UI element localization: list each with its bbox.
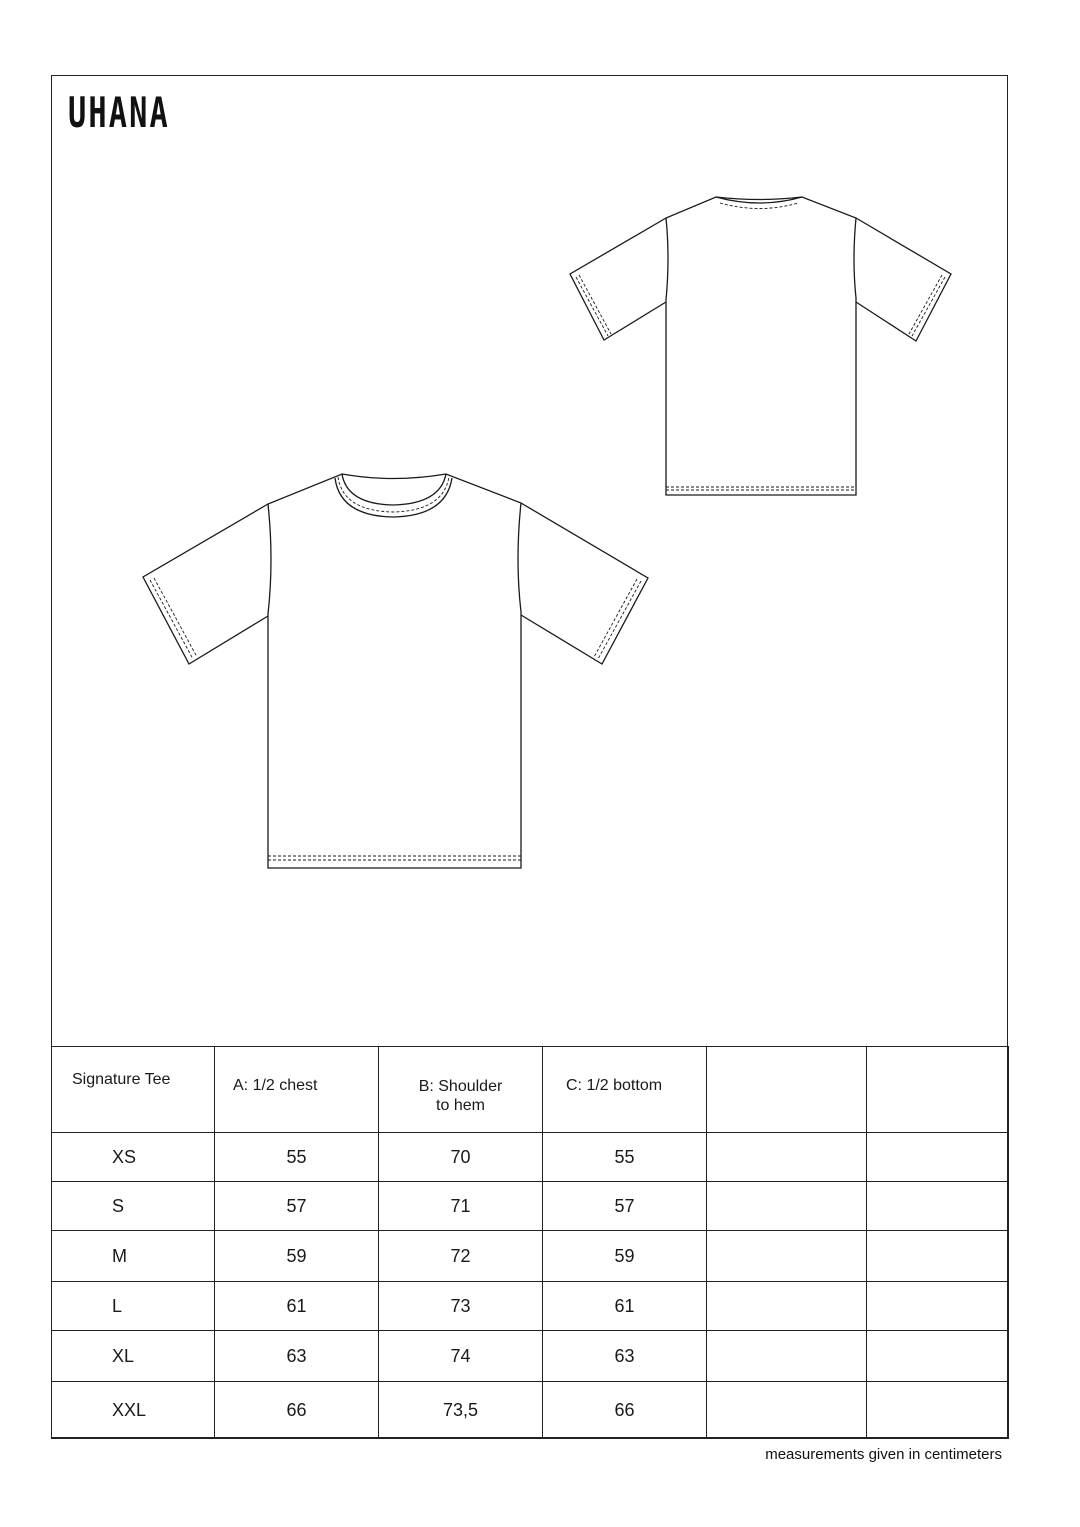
empty-cell (867, 1182, 1009, 1231)
table-row (52, 1133, 1009, 1182)
table-row (52, 1282, 1009, 1331)
size-chart-table (51, 1046, 1009, 1439)
chest-value: 59 (215, 1231, 379, 1282)
bottom-value: 63 (543, 1331, 707, 1382)
header-cell: Signature Tee (52, 1047, 215, 1133)
bottom-value: 66 (543, 1382, 707, 1439)
length-value: 70 (379, 1133, 543, 1182)
empty-cell (707, 1331, 867, 1382)
empty-cell (867, 1382, 1009, 1439)
empty-cell (707, 1231, 867, 1282)
size-label: XS (52, 1133, 215, 1182)
length-value: 73 (379, 1282, 543, 1331)
length-value: 72 (379, 1231, 543, 1282)
chest-value: 66 (215, 1382, 379, 1439)
table-row (52, 1331, 1009, 1382)
header-cell (707, 1047, 867, 1133)
bottom-value: 61 (543, 1282, 707, 1331)
brand-logo: UHANA (68, 88, 170, 137)
measurement-footnote: measurements given in centimeters (765, 1446, 1002, 1463)
length-value: 74 (379, 1331, 543, 1382)
length-value: 73,5 (379, 1382, 543, 1439)
size-label: XXL (52, 1382, 215, 1439)
header-cell: A: 1/2 chest (215, 1047, 379, 1133)
header-cell (867, 1047, 1009, 1133)
table-row (52, 1231, 1009, 1282)
table-header-row (52, 1047, 1009, 1133)
empty-cell (867, 1231, 1009, 1282)
size-label: S (52, 1182, 215, 1231)
size-label: M (52, 1231, 215, 1282)
chest-value: 57 (215, 1182, 379, 1231)
tshirt-back-drawing (570, 197, 951, 495)
tshirt-front-drawing (143, 474, 648, 868)
chest-value: 55 (215, 1133, 379, 1182)
table-row (52, 1382, 1009, 1439)
table-row (52, 1182, 1009, 1231)
bottom-value: 57 (543, 1182, 707, 1231)
length-value: 71 (379, 1182, 543, 1231)
empty-cell (867, 1331, 1009, 1382)
empty-cell (707, 1182, 867, 1231)
header-cell: B: Shoulder to hem (379, 1047, 543, 1133)
empty-cell (707, 1133, 867, 1182)
empty-cell (867, 1282, 1009, 1331)
size-label: XL (52, 1331, 215, 1382)
empty-cell (707, 1282, 867, 1331)
bottom-value: 59 (543, 1231, 707, 1282)
bottom-value: 55 (543, 1133, 707, 1182)
empty-cell (867, 1133, 1009, 1182)
chest-value: 63 (215, 1331, 379, 1382)
empty-cell (707, 1382, 867, 1439)
chest-value: 61 (215, 1282, 379, 1331)
size-label: L (52, 1282, 215, 1331)
header-cell: C: 1/2 bottom (543, 1047, 707, 1133)
